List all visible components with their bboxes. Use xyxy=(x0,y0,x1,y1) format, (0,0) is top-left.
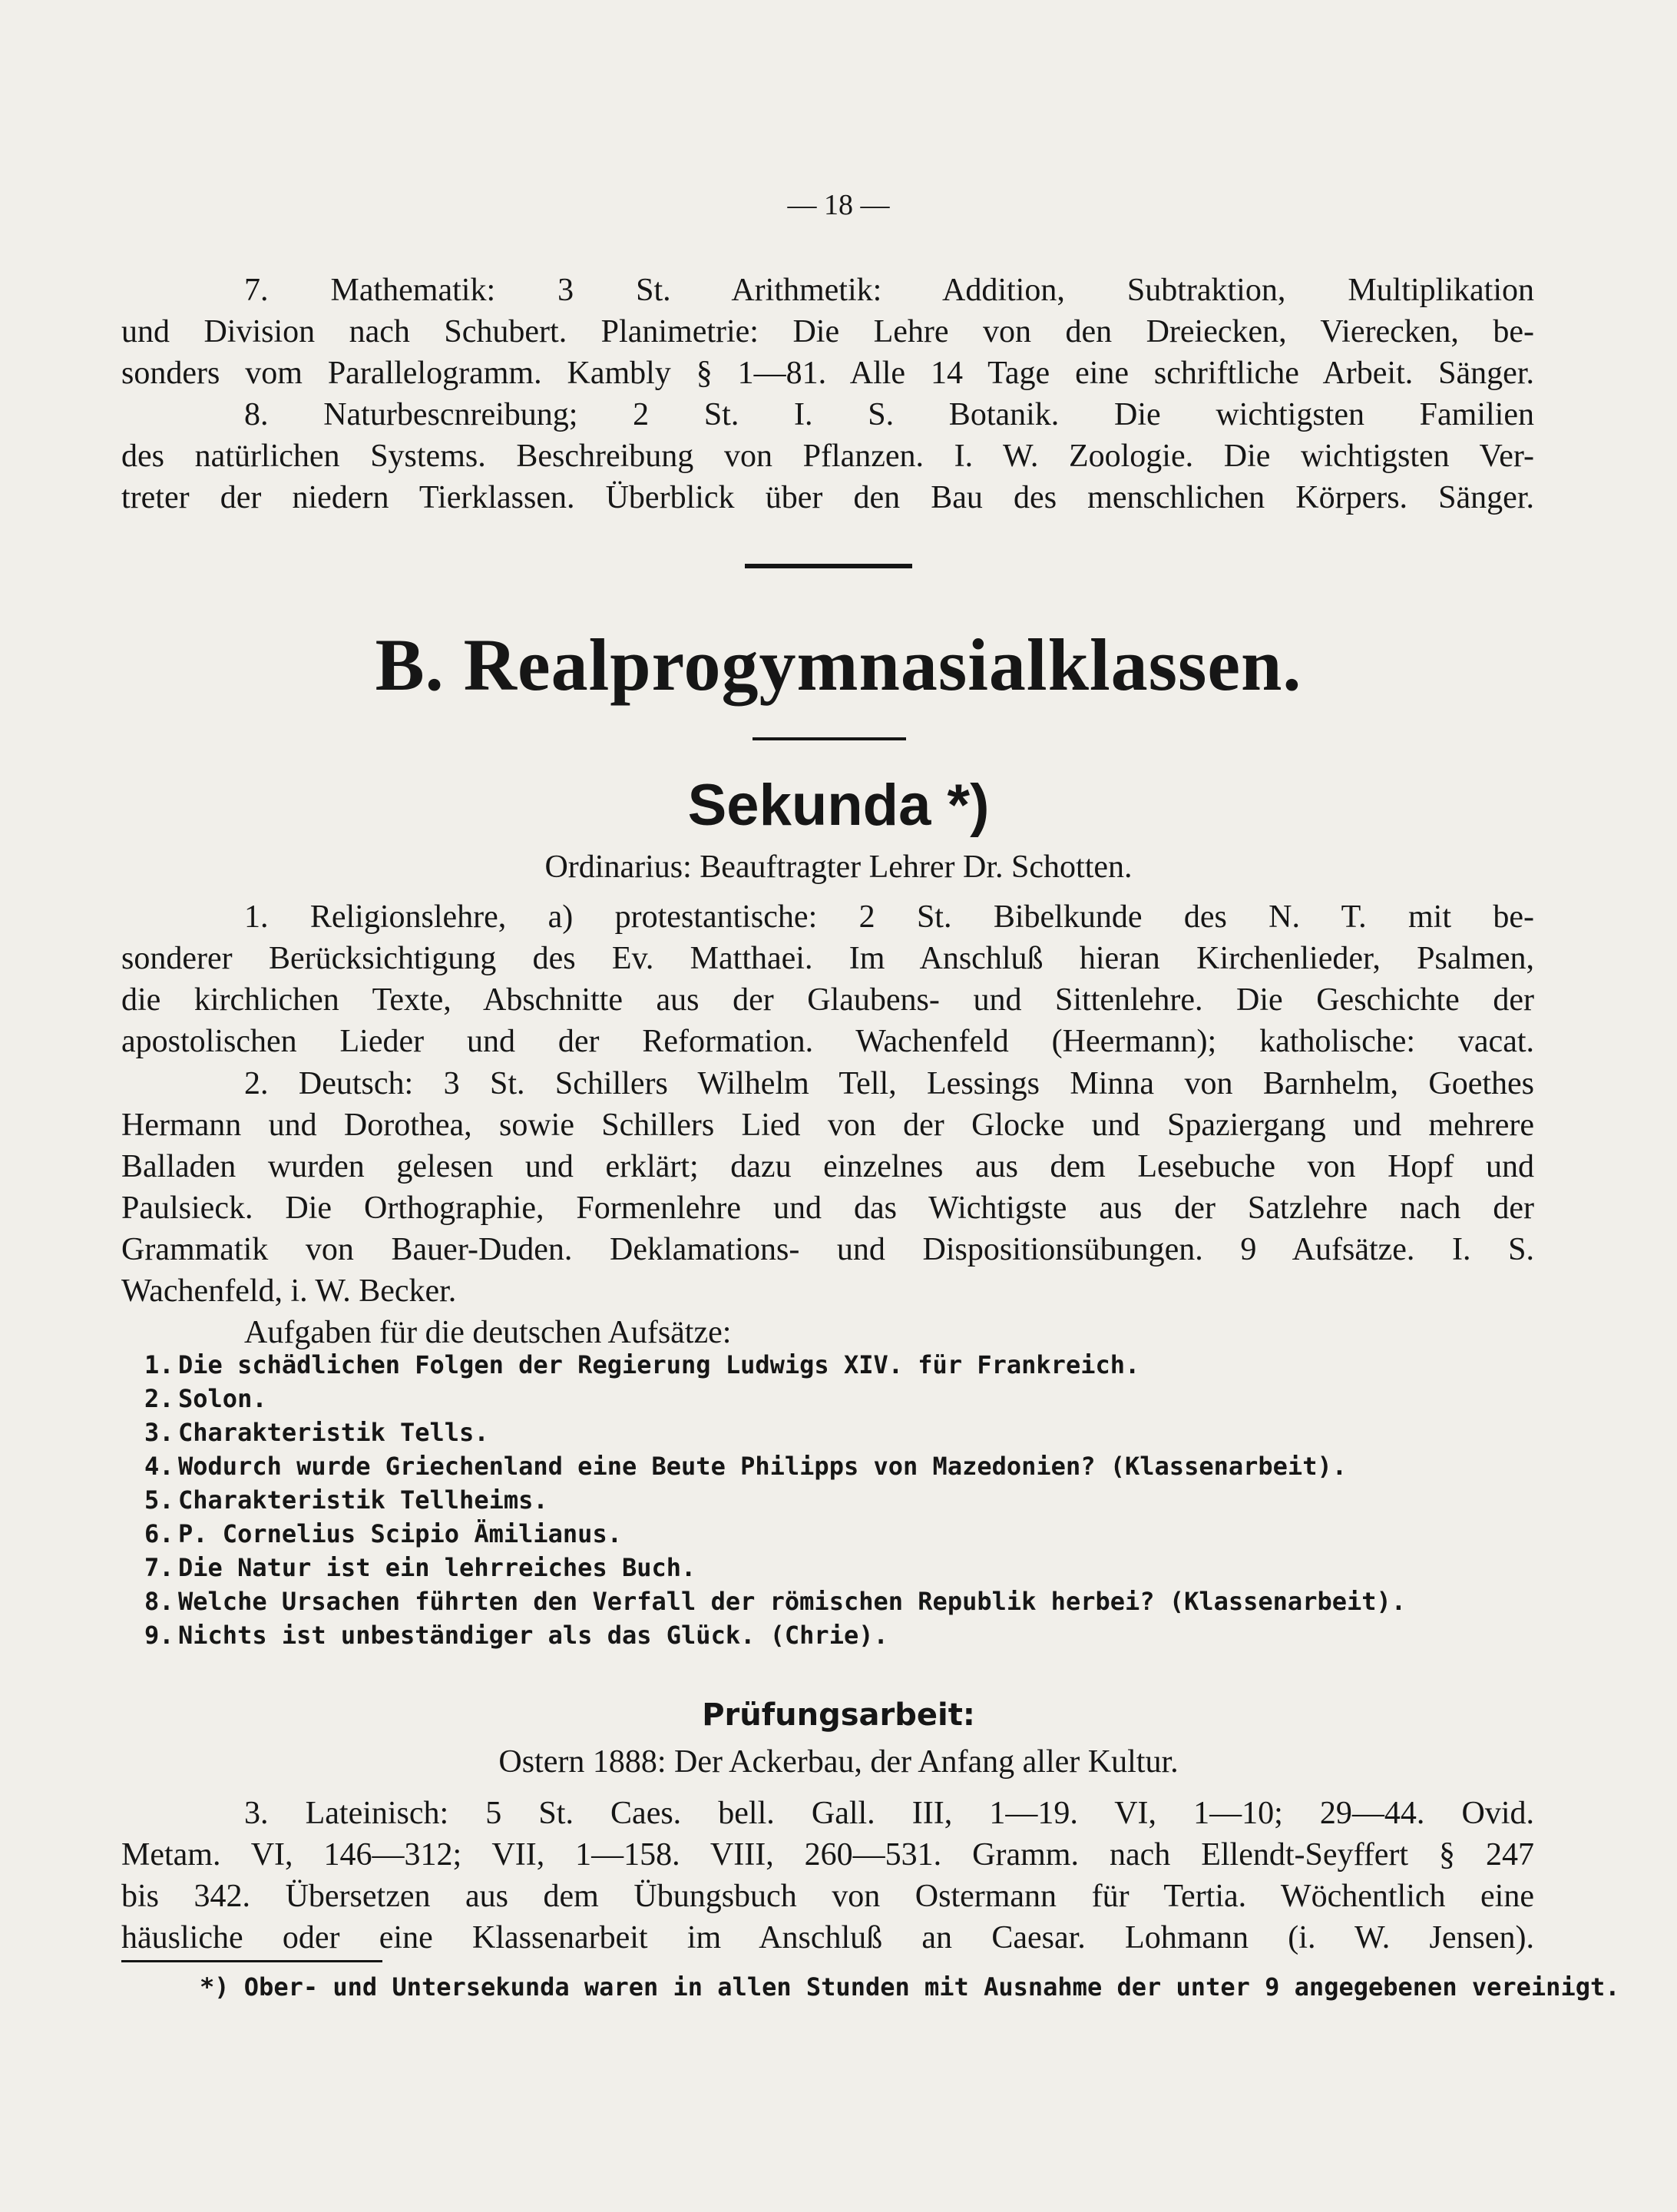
text-line: Metam. VI, 146—312; VII, 1—158. VIII, 260—531. Gramm. nach Ellendt-Seyffert § 247 xyxy=(121,1837,1534,1873)
page-number: — 18 — xyxy=(787,189,890,221)
text-line: 1. Religionslehre, a) protestantische: 2 St. Bibelkunde des N. T. mit be- xyxy=(244,899,1534,935)
list-item xyxy=(144,1348,1296,1382)
pruefung-text: Ostern 1888: Der Ackerbau, der Anfang aller Kultur. xyxy=(498,1744,1179,1780)
item-number: 6. xyxy=(144,1519,174,1548)
text-line: des natürlichen Systems. Beschreibung von Pflanzen. I. W. Zoologie. Die wichtigsten Ver- xyxy=(121,439,1534,474)
list-item xyxy=(144,1449,1347,1483)
item-text: Charakteristik Tellheims. xyxy=(178,1485,548,1515)
text-line: häusliche oder eine Klassenarbeit im Anschluß an Caesar. Lohmann (i. W. Jensen). xyxy=(121,1920,1534,1955)
text-line: 3. Lateinisch: 5 St. Caes. bell. Gall. III, 1—19. VI, 1—10; 29—44. Ovid. xyxy=(244,1796,1534,1831)
text-line: treter der niedern Tierklassen. Überblick über den Bau des menschlichen Körpers. Sänger. xyxy=(121,480,1534,515)
text-line: Paulsieck. Die Orthographie, Formenlehre und das Wichtigste aus der Satzlehre nach der xyxy=(121,1190,1534,1226)
item-text: Charakteristik Tells. xyxy=(178,1418,489,1447)
text-line: Hermann und Dorothea, sowie Schillers Lied von der Glocke und Spaziergang und mehrere xyxy=(121,1108,1534,1143)
section-naturbeschreibung xyxy=(121,394,1534,518)
text-line: und Division nach Schubert. Planimetrie: Die Lehre von den Dreiecken, Vierecken, be- xyxy=(121,314,1534,349)
item-text: Die Natur ist ein lehrreiches Buch. xyxy=(178,1553,696,1582)
text-line: sonderer Berücksichtigung des Ev. Matthaei. Im Anschluß hieran Kirchenlieder, Psalmen, xyxy=(121,941,1534,976)
list-item xyxy=(144,1416,1296,1449)
item-text: Die schädlichen Folgen der Regierung Ludwigs XIV. für Frankreich. xyxy=(178,1350,1140,1379)
text-line: apostolischen Lieder und der Reformation. Wachenfeld (Heermann); katholische: vacat. xyxy=(121,1024,1534,1059)
text-line: 8. Naturbescnreibung; 2 St. I. S. Botanik. Die wichtigsten Familien xyxy=(244,397,1534,432)
main-title: B. Realprogymnasialklassen. xyxy=(375,624,1302,706)
list-item xyxy=(144,1584,1407,1618)
text-line: 7. Mathematik: 3 St. Arithmetik: Addition, Subtraktion, Multiplikation xyxy=(244,273,1534,308)
item-number: 5. xyxy=(144,1485,174,1515)
text-line: sonders vom Parallelogramm. Kambly § 1—81. Alle 14 Tage eine schriftliche Arbeit. Sänger. xyxy=(121,356,1534,391)
item-number: 3. xyxy=(144,1418,174,1447)
essay-topic-list xyxy=(144,1348,1407,1652)
text-line: Balladen wurden gelesen und erklärt; dazu einzelnes aus dem Lesebuche von Hopf und xyxy=(121,1149,1534,1184)
footnote-rule xyxy=(121,1960,382,1962)
list-item xyxy=(144,1551,1296,1584)
pruefung-heading: Prüfungsarbeit: xyxy=(702,1697,975,1733)
item-text: P. Cornelius Scipio Ämilianus. xyxy=(178,1519,622,1548)
list-item xyxy=(144,1382,1296,1416)
item-text: Wodurch wurde Griechenland eine Beute Philipps von Mazedonien? (Klassenarbeit). xyxy=(178,1452,1347,1481)
text-line: Grammatik von Bauer-Duden. Deklamations- und Dispositionsübungen. 9 Aufsätze. I. S. xyxy=(121,1232,1534,1267)
item-number: 4. xyxy=(144,1452,174,1481)
item-number: 8. xyxy=(144,1587,174,1616)
item-text: Welche Ursachen führten den Verfall der römischen Republik herbei? (Klassenarbeit). xyxy=(178,1587,1407,1616)
text-line: die kirchlichen Texte, Abschnitte aus der Glaubens- und Sittenlehre. Die Geschichte der xyxy=(121,982,1534,1018)
text-line: bis 342. Übersetzen aus dem Übungsbuch von Ostermann für Tertia. Wöchentlich eine xyxy=(121,1879,1534,1914)
list-item xyxy=(144,1618,1296,1652)
section-religion xyxy=(121,896,1534,1062)
section-subtitle: Sekunda *) xyxy=(687,773,990,838)
aufgaben-heading: Aufgaben für die deutschen Aufsätze: xyxy=(244,1315,732,1350)
item-number: 1. xyxy=(144,1350,174,1379)
item-text: Nichts ist unbeständiger als das Glück. (Chrie). xyxy=(178,1621,888,1650)
list-item xyxy=(144,1483,1296,1517)
text-line: 2. Deutsch: 3 St. Schillers Wilhelm Tell, Lessings Minna von Barnhelm, Goethes xyxy=(244,1066,1534,1101)
ordinarius-line: Ordinarius: Beauftragter Lehrer Dr. Schotten. xyxy=(544,849,1133,885)
section-latein xyxy=(121,1793,1534,1959)
text-line: Wachenfeld, i. W. Becker. xyxy=(121,1273,457,1309)
footnote: *) Ober- und Untersekunda waren in allen Stunden mit Ausnahme der unter 9 angegebenen vereinigt. xyxy=(200,1972,1620,2002)
item-number: 9. xyxy=(144,1621,174,1650)
list-item xyxy=(144,1517,1296,1551)
item-text: Solon. xyxy=(178,1384,267,1413)
divider-rule xyxy=(752,737,906,740)
item-number: 2. xyxy=(144,1384,174,1413)
section-mathematik xyxy=(121,270,1534,394)
divider-rule xyxy=(745,564,912,568)
item-number: 7. xyxy=(144,1553,174,1582)
section-deutsch xyxy=(121,1063,1534,1353)
